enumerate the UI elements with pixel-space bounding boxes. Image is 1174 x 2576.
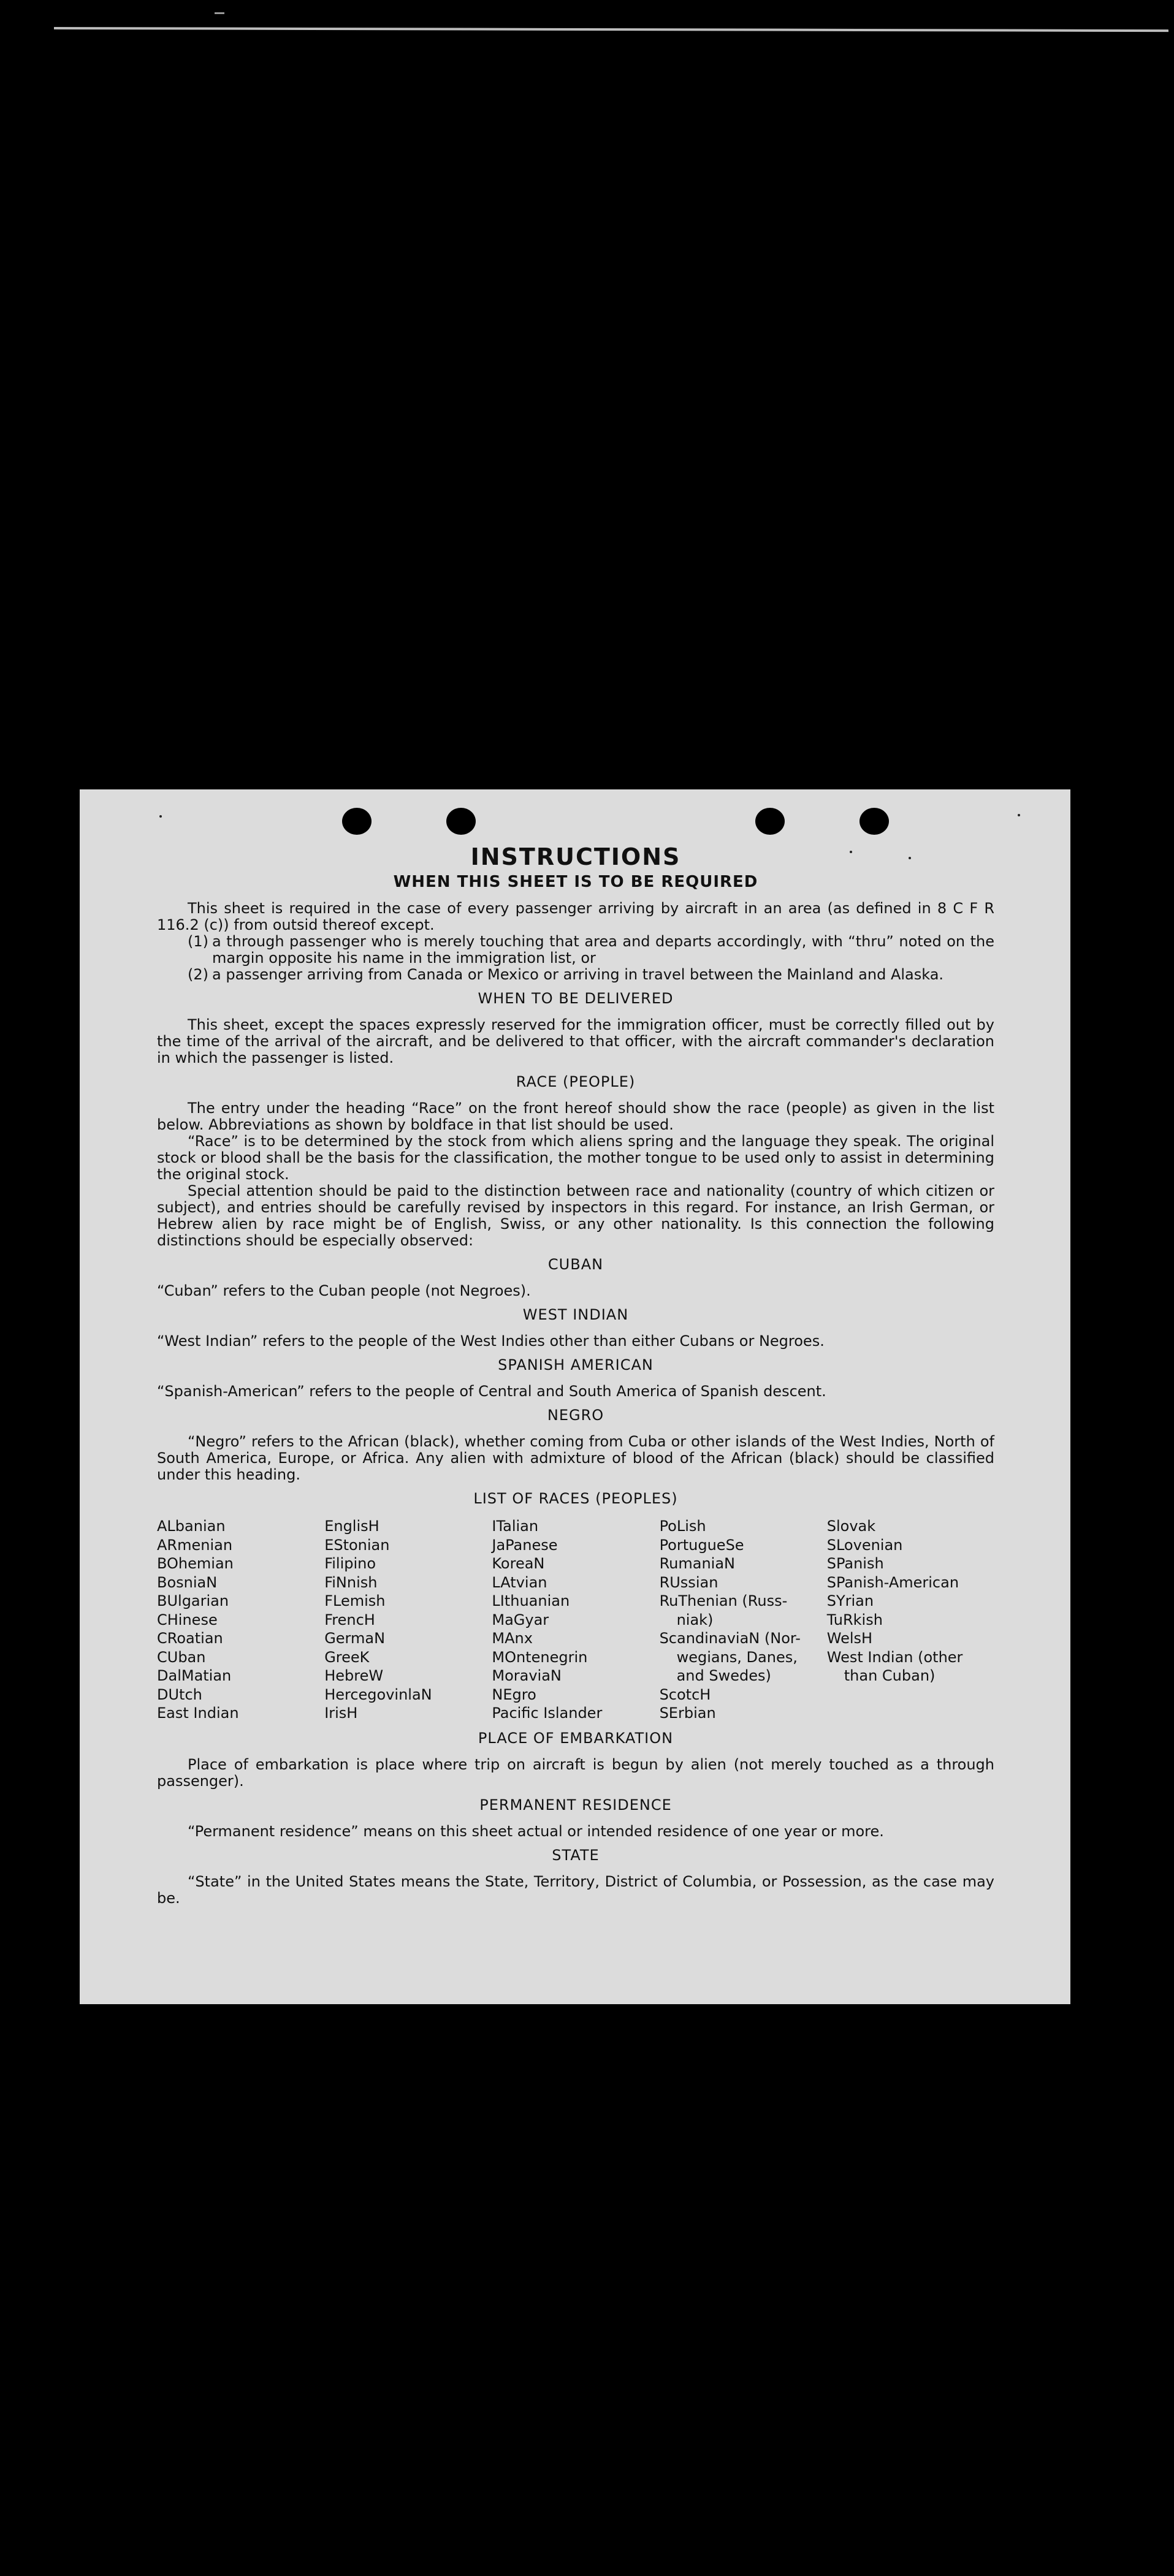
race-list-item: Pacific Islander — [492, 1704, 603, 1722]
race-list-item: and Swedes) — [676, 1667, 771, 1684]
section-paragraph: This sheet, except the spaces expressly reserved for the immigration officer, must be correctly filled out by the time of the arrival of the aircraft, and be delivered to that officer, with the aircraft commander's declaration in which the passenger is listed. — [157, 1016, 994, 1066]
section-paragraph: “Negro” refers to the African (black), whether coming from Cuba or other islands of the West Indies, North of South America, Europe, or Africa. Any alien with admixture of blood of the African (black) should be classified under this heading. — [157, 1433, 994, 1483]
race-list-item: MAnx — [492, 1630, 533, 1647]
race-list-item: PortugueSe — [659, 1536, 744, 1554]
race-list-item: Filipino — [324, 1555, 376, 1572]
exception-number: (2) — [188, 966, 208, 983]
race-list-item: MaGyar — [492, 1611, 549, 1628]
race-list-item: than Cuban) — [844, 1667, 936, 1684]
exception-text: a passenger arriving from Canada or Mexico or arriving in travel between the Mainland and Alaska. — [212, 966, 944, 983]
punch-hole — [860, 808, 889, 835]
document-title: INSTRUCTIONS — [470, 843, 681, 870]
paper-speck — [850, 851, 852, 853]
race-list-item: CHinese — [157, 1611, 218, 1628]
race-list-item: ScotcH — [659, 1685, 711, 1703]
section-paragraph: “Permanent residence” means on this sheet actual or intended residence of one year or more. — [188, 1822, 884, 1840]
race-list-item: CUban — [157, 1648, 206, 1666]
race-list-item: NEgro — [492, 1685, 536, 1703]
paper-speck — [1018, 814, 1020, 816]
race-list-item: ARmenian — [157, 1536, 233, 1554]
race-list — [157, 1517, 994, 1723]
paper-speck — [909, 857, 911, 859]
race-column — [492, 1517, 659, 1723]
race-list-item: wegians, Danes, — [676, 1648, 798, 1666]
section-paragraph: Special attention should be paid to the distinction between race and nationality (country of which citizen or subject), and entries should be carefully revised by inspectors in this regard. For instance, an Irish German, or Hebrew alien by race might be of English, Swiss, or any other nationality. Is this connection the following distinctions should be especially observed: — [157, 1182, 994, 1249]
section-paragraph: “State” in the United States means the State, Territory, District of Columbia, or Possession, as the case may be. — [157, 1872, 994, 1907]
race-list-item: EnglisH — [324, 1518, 379, 1535]
race-list-item: DalMatian — [157, 1667, 232, 1684]
section-heading: RACE (PEOPLE) — [516, 1073, 636, 1090]
punch-hole — [755, 808, 785, 835]
race-list-item: ITalian — [492, 1518, 539, 1535]
section-paragraph: “Spanish-American” refers to the people of Central and South America of Spanish descent. — [157, 1383, 826, 1400]
race-list-item: Slovak — [826, 1518, 876, 1535]
race-list-item: IrisH — [324, 1704, 358, 1722]
section-heading: WEST INDIAN — [522, 1306, 629, 1323]
section-paragraph: The entry under the heading “Race” on the front hereof should show the race (people) as given in the list below. Abbreviations as shown by boldface in that list should be used. — [157, 1100, 994, 1133]
race-list-item: FLemish — [324, 1592, 386, 1609]
race-list-item: LAtvian — [492, 1573, 547, 1591]
exception-item — [188, 933, 994, 967]
race-list-item: East Indian — [157, 1704, 239, 1722]
race-list-item: GermaN — [324, 1630, 386, 1647]
section-heading: PERMANENT RESIDENCE — [479, 1796, 672, 1814]
section-paragraph: This sheet is required in the case of every passenger arriving by aircraft in an area (as defined in 8 C F R 116.2 (c)) from outsid thereof except. — [157, 900, 994, 933]
race-list-item: FrencH — [324, 1611, 375, 1628]
exception-text: a through passenger who is merely touching that area and departs accordingly, with “thru” noted on the margin opposite his name in the immigration list, or — [212, 933, 994, 967]
race-column — [660, 1517, 827, 1723]
race-list-item: KoreaN — [492, 1555, 545, 1572]
race-list-item: HebreW — [324, 1667, 384, 1684]
race-list-item: RumaniaN — [659, 1555, 735, 1572]
race-list-item: FiNnish — [324, 1573, 378, 1591]
punch-hole — [342, 808, 372, 835]
section-paragraph: “West Indian” refers to the people of the West Indies other than either Cubans or Negroes. — [157, 1332, 825, 1350]
paper-speck — [159, 815, 162, 818]
section-heading: WHEN TO BE DELIVERED — [478, 990, 674, 1007]
section-heading: SPANISH AMERICAN — [498, 1356, 654, 1373]
section-paragraph: “Race” is to be determined by the stock from which aliens spring and the language they speak. The original stock or blood shall be the basis for the classification, the mother tongue to be used only to assist in determining the original stock. — [157, 1133, 994, 1183]
race-list-item: BUlgarian — [157, 1592, 229, 1609]
race-list-item: WelsH — [826, 1630, 873, 1647]
race-column — [827, 1517, 994, 1723]
race-list-item: SYrian — [826, 1592, 874, 1609]
race-list-item: EStonian — [324, 1536, 390, 1554]
section-heading: NEGRO — [547, 1407, 604, 1424]
race-list-item: CRoatian — [157, 1630, 223, 1647]
race-list-item: TuRkish — [826, 1611, 883, 1628]
section-paragraph: Place of embarkation is place where trip on aircraft is begun by alien (not merely touched as a through passenger). — [157, 1755, 994, 1790]
section-heading: STATE — [552, 1846, 600, 1864]
race-list-item: West Indian (other — [826, 1648, 963, 1666]
race-list-item: RUssian — [659, 1573, 719, 1591]
race-list-item: LIthuanian — [492, 1592, 570, 1609]
race-list-item: SPanish-American — [826, 1573, 959, 1591]
race-list-item: GreeK — [324, 1648, 370, 1666]
scan-mark — [215, 12, 224, 14]
race-list-item: RuThenian (Russ- — [659, 1592, 788, 1609]
race-list-item: DUtch — [157, 1685, 202, 1703]
punch-hole — [446, 808, 476, 835]
race-list-item: SErbian — [659, 1704, 716, 1722]
race-list-item: PoLish — [659, 1518, 706, 1535]
section-heading: PLACE OF EMBARKATION — [478, 1729, 674, 1747]
exception-number: (1) — [188, 933, 208, 950]
race-column — [324, 1517, 492, 1723]
race-list-item: JaPanese — [492, 1536, 558, 1554]
exception-item — [188, 967, 994, 983]
race-list-item: SPanish — [826, 1555, 884, 1572]
race-list-item: ALbanian — [157, 1518, 226, 1535]
race-column — [157, 1517, 324, 1723]
race-list-item: SLovenian — [826, 1536, 903, 1554]
race-list-item: MoraviaN — [492, 1667, 562, 1684]
section-paragraph: “Cuban” refers to the Cuban people (not Negroes). — [157, 1282, 531, 1299]
race-list-item: HercegovinlaN — [324, 1685, 432, 1703]
race-list-item: BOhemian — [157, 1555, 234, 1572]
race-list-item: BosniaN — [157, 1573, 218, 1591]
section-heading: LIST OF RACES (PEOPLES) — [473, 1490, 678, 1507]
race-list-item: MOntenegrin — [492, 1648, 588, 1666]
section-heading: CUBAN — [547, 1256, 604, 1273]
scan-edge-line — [54, 27, 1168, 32]
section-heading: WHEN THIS SHEET IS TO BE REQUIRED — [393, 873, 758, 891]
instruction-sheet — [80, 789, 1070, 2004]
race-list-item: ScandinaviaN (Nor- — [659, 1630, 801, 1647]
race-list-item: niak) — [676, 1611, 714, 1628]
